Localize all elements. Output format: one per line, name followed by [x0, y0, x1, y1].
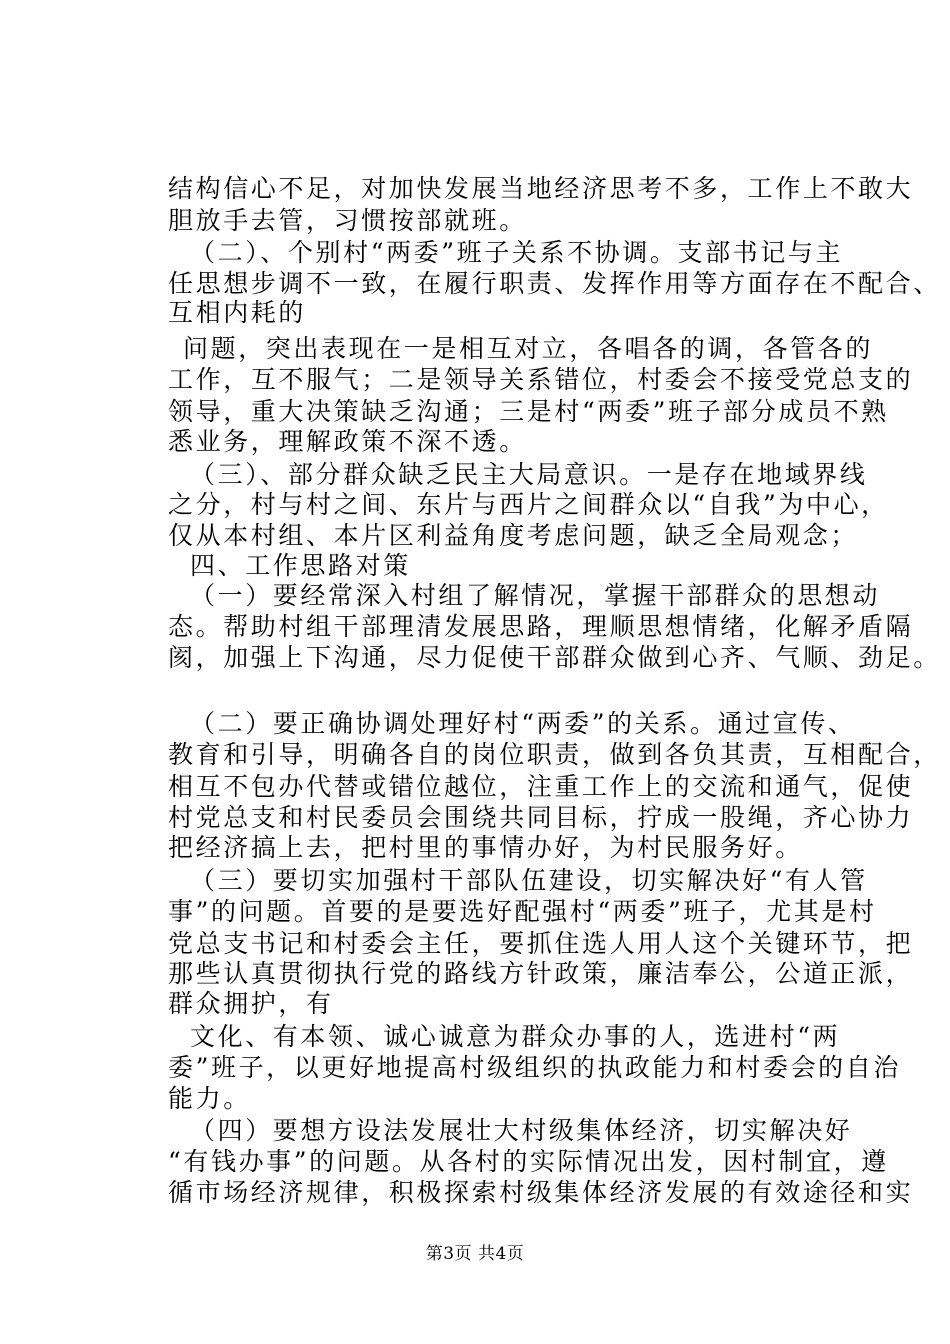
text-line: 阂，加强上下沟通，尽力促使干部群众做到心齐、气顺、劲足。 — [168, 643, 941, 672]
text-line: 村党总支和村民委员会围绕共同目标，拧成一股绳，齐心协力 — [168, 803, 914, 832]
text-line: 那些认真贯彻执行党的路线方针政策，廉洁奉公，公道正派， — [168, 959, 914, 988]
text-line: “有钱办事”的问题。从各村的实际情况出发，因村制宜，遵 — [168, 1147, 889, 1176]
text-line: 循市场经济规律，积极探索村级集体经济发展的有效途径和实 — [168, 1178, 914, 1207]
text-line: 任思想步调不一致，在履行职责、发挥作用等方面存在不配合、 — [168, 269, 941, 298]
text-line: 结构信心不足，对加快发展当地经济思考不多，工作上不敢大 — [168, 174, 914, 203]
text-line: （二）要正确协调处理好村“两委”的关系。通过宣传、 — [190, 709, 856, 738]
text-line: （三）、部分群众缺乏民主大局意识。一是存在地域界线 — [190, 460, 868, 489]
text-line: 教育和引导，明确各自的岗位职责，做到各负其责，互相配合， — [168, 740, 941, 769]
text-line: 问题，突出表现在一是相互对立，各唱各的调，各管各的 — [183, 334, 874, 363]
text-line: （三）要切实加强村干部队伍建设，切实解决好“有人管 — [190, 866, 868, 895]
text-line: 互相内耗的 — [168, 298, 307, 327]
text-line: 仅从本村组、本片区利益角度考虑问题，缺乏全局观念； — [168, 521, 859, 550]
text-line: 悉业务，理解政策不深不透。 — [168, 427, 527, 456]
text-line: （一）要经常深入村组了解情况，掌握干部群众的思想动 — [190, 581, 881, 610]
text-line: （二）、个别村“两委”班子关系不协调。支部书记与主 — [190, 238, 844, 267]
text-line: 群众拥护，有 — [168, 989, 334, 1018]
text-line: 态。帮助村组干部理清发展思路，理顺思想情绪，化解矛盾隔 — [168, 612, 914, 641]
text-line: 委”班子，以更好地提高村级组织的执政能力和村委会的自治 — [168, 1053, 901, 1082]
text-line: 工作，互不服气；二是领导关系错位，村委会不接受党总支的 — [168, 365, 914, 394]
text-line: 之分，村与村之间、东片与西片之间群众以“自我”为中心， — [168, 490, 889, 519]
text-line: 相互不包办代替或错位越位，注重工作上的交流和通气，促使 — [168, 772, 914, 801]
text-line: 胆放手去管，习惯按部就班。 — [168, 206, 527, 235]
text-line: （四）要想方设法发展壮大村级集体经济，切实解决好 — [190, 1116, 853, 1145]
page-number-footer: 第3页 共4页 — [425, 1244, 525, 1264]
text-line: 事”的问题。首要的是要选好配强村“两委”班子，尤其是村 — [168, 897, 877, 926]
text-line: 领导，重大决策缺乏沟通；三是村“两委”班子部分成员不熟 — [168, 397, 889, 426]
text-line: 把经济搞上去，把村里的事情办好，为村民服务好。 — [168, 833, 803, 862]
text-line: 能力。 — [168, 1084, 251, 1113]
text-line: 党总支书记和村委会主任，要抓住选人用人这个关键环节，把 — [168, 929, 914, 958]
section-heading: 四、工作思路对策 — [190, 551, 411, 580]
text-line: 文化、有本领、诚心诚意为群众办事的人，选进村“两 — [190, 1022, 841, 1051]
